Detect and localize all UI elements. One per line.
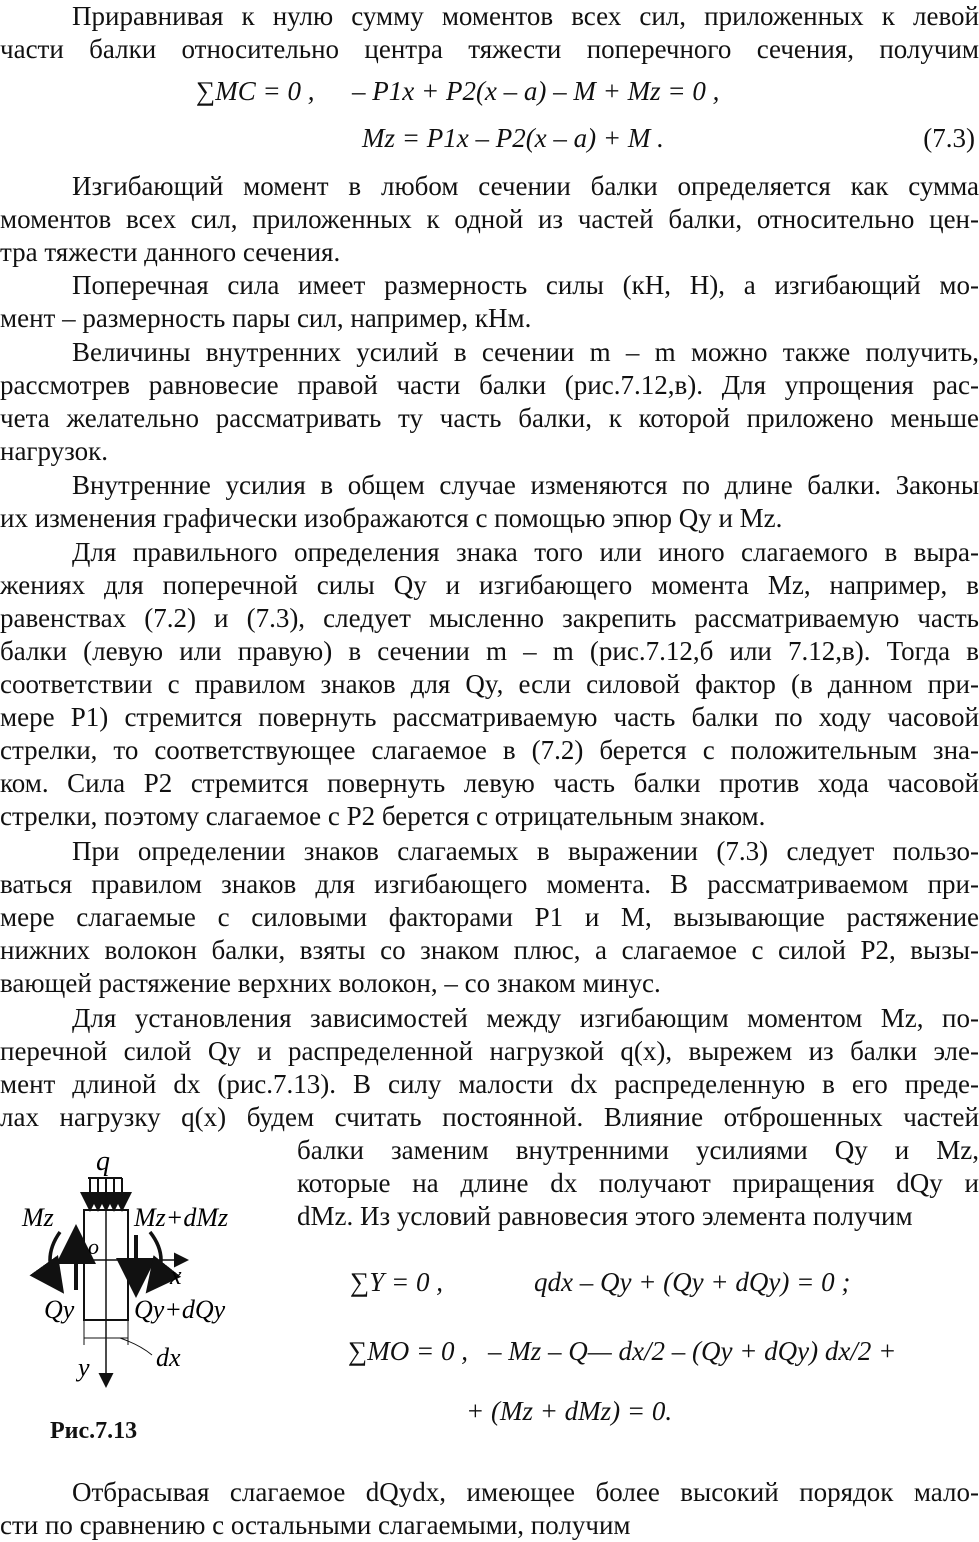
text-line: нагрузок. <box>0 436 109 466</box>
text-line: сти по сравнению с остальными слагаемыми, получим <box>0 1510 631 1540</box>
text-line: Изгибающий момент в любом сечении балки определяется как сумма <box>72 171 979 201</box>
label-y: y <box>78 1353 90 1382</box>
text-line: балки (левую или правую) в сечении m – m (рис.7.12,б или 7.12,в). Тогда в <box>0 636 979 666</box>
equation-7-3: Mz = P1x – P2(x – a) + M . <box>362 123 664 153</box>
distributed-load-arrows <box>88 1178 122 1208</box>
text-line: равенствах (7.2) и (7.3), следует мысленно закрепить рассматриваемую часть <box>0 603 979 633</box>
text-line: их изменения графически изображаются с помощью эпюр Qy и Mz. <box>0 503 783 533</box>
text-line: жениях для поперечной силы Qy и изгибающего момента Mz, например, в <box>0 570 979 600</box>
text-line: При определении знаков слагаемых в выражении (7.3) следует пользо- <box>72 836 979 866</box>
text-line: мере слагаемые с силовыми факторами P1 и M, вызывающие растяжение <box>0 902 979 932</box>
text-line: стрелки, то соответствующее слагаемое в (7.2) берется с положительным зна- <box>0 735 979 765</box>
equation-force-balance: qdx – Qy + (Qy + dQy) = 0 ; <box>534 1267 851 1297</box>
label-mz-right: Mz+dMz <box>134 1203 229 1232</box>
text-line: ком. Сила P2 стремится повернуть левую часть балки против хода часовой <box>0 768 979 798</box>
equation-number: (7.3) <box>923 123 975 153</box>
text-line: которые на длине dx получают приращения dQy и <box>297 1168 979 1198</box>
text-line: Внутренние усилия в общем случае изменяются по длине балки. Законы <box>72 470 979 500</box>
beam-element-diagram <box>10 1140 290 1410</box>
text-line: стрелки, поэтому слагаемое с P2 берется с отрицательным знаком. <box>0 801 766 831</box>
text-line: части балки относительно центра тяжести поперечного сечения, получим <box>0 34 979 64</box>
text-line: перечной силой Qy и распределенной нагрузкой q(x), вырежем из балки эле- <box>0 1036 979 1066</box>
equation-moment-element: – Mz – Q— dx/2 – (Qy + dQy) dx/2 + <box>488 1336 897 1366</box>
equation-sum-moments-c: ∑MC = 0 , <box>196 76 315 106</box>
moment-left-arc <box>50 1232 60 1288</box>
equation-moment-balance: – P1x + P2(x – a) – M + Mz = 0 , <box>352 76 720 106</box>
text-line: нижних волокон балки, взяты со знаком плюс, а слагаемое с силой P2, вызы- <box>0 935 979 965</box>
text-line: лах нагрузку q(x) будем считать постоянной. Влияние отброшенных частей <box>0 1102 979 1132</box>
text-line: ваться правилом знаков для изгибающего момента. В рассматриваемом при- <box>0 869 979 899</box>
text-line: рассмотрев равновесие правой части балки (рис.7.12,в). Для упрощения рас- <box>0 370 979 400</box>
text-line: Отбрасывая слагаемое dQydx, имеющее более высокий порядок мало- <box>72 1477 979 1507</box>
equation-sum-y: ∑Y = 0 , <box>350 1267 443 1297</box>
text-line: чета желательно рассматривать ту часть балки, к которой приложено меньше <box>0 403 979 433</box>
text-line: соответствии с правилом знаков для Qy, если силовой фактор (в данном при- <box>0 669 979 699</box>
label-qy-left: Qy <box>44 1295 75 1324</box>
text-line: Приравнивая к нулю сумму моментов всех сил, приложенных к левой <box>72 1 979 31</box>
label-q: q <box>96 1146 110 1177</box>
text-line: тра тяжести данного сечения. <box>0 237 341 267</box>
text-line: Для правильного определения знака того или иного слагаемого в выра- <box>72 537 979 567</box>
text-line: мент – размерность пары сил, например, кНм. <box>0 303 532 333</box>
text-line: Величины внутренних усилий в сечении m – m можно также получить, <box>72 337 979 367</box>
text-line: Для установления зависимостей между изгибающим моментом Mz, по- <box>72 1003 979 1033</box>
figure-caption: Рис.7.13 <box>50 1418 138 1444</box>
label-x: x <box>170 1261 182 1290</box>
text-line: мент длиной dx (рис.7.13). В силу малости dx распределенную в его преде- <box>0 1069 979 1099</box>
text-line: балки заменим внутренними усилиями Qy и Mz, <box>297 1135 979 1165</box>
label-dx: dx <box>156 1343 181 1372</box>
equation-moment-element-cont: + (Mz + dMz) = 0. <box>466 1396 673 1426</box>
text-line: моментов всех сил, приложенных к одной из частей балки, относительно цен- <box>0 204 979 234</box>
equation-sum-moments-o: ∑MO = 0 , <box>348 1336 468 1366</box>
label-mz-left: Mz <box>22 1203 54 1232</box>
text-line: Поперечная сила имеет размерность силы (кН, Н), а изгибающий мо- <box>72 270 979 300</box>
text-line: вающей растяжение верхних волокон, – со знаком минус. <box>0 968 661 998</box>
label-qy-right: Qy+dQy <box>134 1295 226 1324</box>
text-line: dMz. Из условий равновесия этого элемента получим <box>297 1201 913 1231</box>
text-line: мере P1) стремится повернуть рассматриваемую часть балки по ходу часовой <box>0 702 979 732</box>
label-o: o <box>88 1234 99 1259</box>
